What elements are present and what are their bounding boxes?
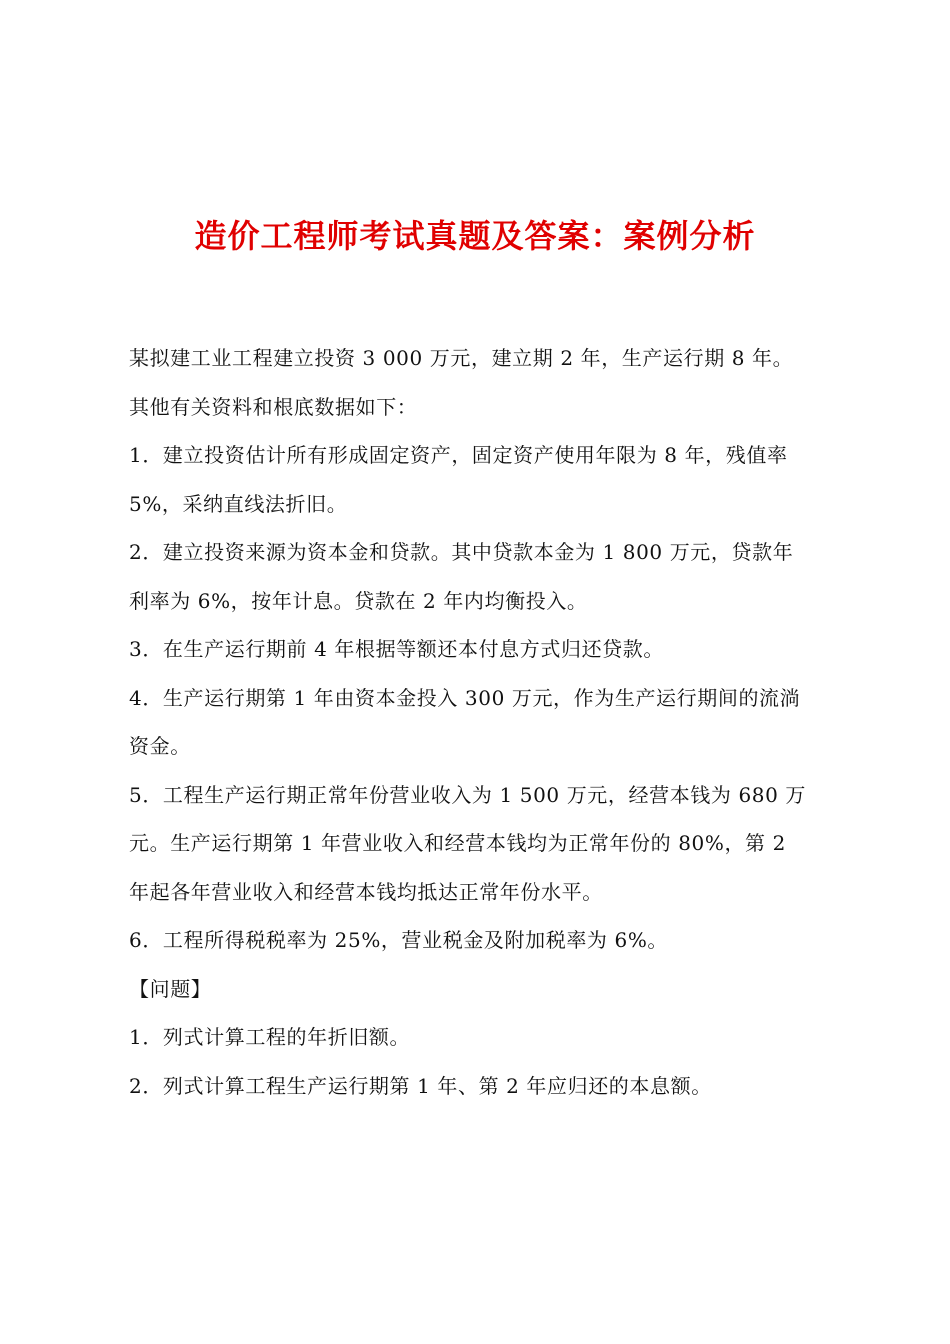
paragraph-line: 5%，采纳直线法折旧。 — [129, 491, 348, 516]
page-title: 造价工程师考试真题及答案：案例分析 — [194, 217, 756, 255]
paragraph-line: 利率为 6%，按年计息。贷款在 2 年内均衡投入。 — [129, 588, 588, 613]
paragraph-line: 4．生产运行期第 1 年由资本金投入 300 万元，作为生产运行期间的流淌 — [129, 685, 801, 710]
question-item: 2．列式计算工程生产运行期第 1 年、第 2 年应归还的本息额。 — [129, 1073, 712, 1098]
paragraph-line: 3．在生产运行期前 4 年根据等额还本付息方式归还贷款。 — [129, 637, 664, 661]
question-item: 1．列式计算工程的年折旧额。 — [129, 1025, 411, 1049]
paragraph-line: 1．建立投资估计所有形成固定资产，固定资产使用年限为 8 年，残值率 — [129, 443, 788, 467]
paragraph-line: 2．建立投资来源为资本金和贷款。其中贷款本金为 1 800 万元，贷款年 — [129, 540, 794, 564]
document-body — [129, 346, 839, 1122]
paragraph-line: 元。生产运行期第 1 年营业收入和经营本钱均为正常年份的 80%，第 2 — [129, 831, 786, 855]
paragraph-line: 资金。 — [129, 734, 191, 758]
paragraph-line: 6．工程所得税税率为 25%，营业税金及附加税率为 6%。 — [129, 928, 669, 952]
section-heading: 【问题】 — [129, 976, 212, 1001]
paragraph-line: 年起各年营业收入和经营本钱均抵达正常年份水平。 — [129, 879, 603, 904]
paragraph-line: 某拟建工业工程建立投资 3 000 万元，建立期 2 年，生产运行期 8 年。 — [129, 346, 794, 370]
paragraph-line: 其他有关资料和根底数据如下： — [129, 394, 418, 419]
paragraph-line: 5．工程生产运行期正常年份营业收入为 1 500 万元，经营本钱为 680 万 — [129, 782, 806, 807]
